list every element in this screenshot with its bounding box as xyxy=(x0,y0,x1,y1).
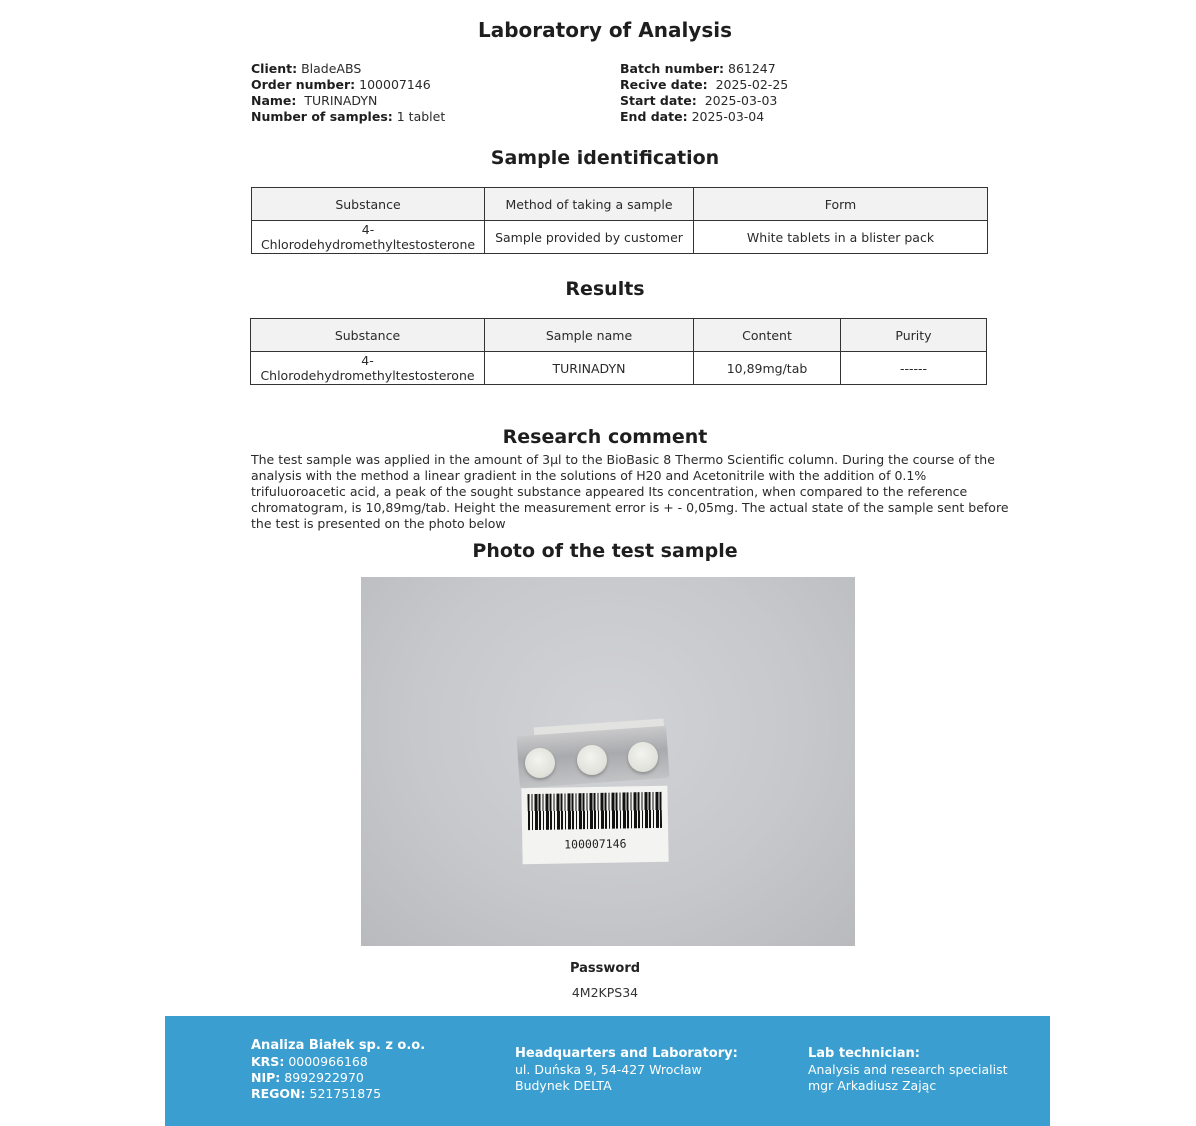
client-row xyxy=(251,61,445,77)
footer-hq-col xyxy=(515,1046,738,1094)
table-header-row xyxy=(251,319,987,352)
name-label: Name: xyxy=(251,93,297,108)
meta-right xyxy=(620,61,788,125)
start-label: Start date: xyxy=(620,93,697,108)
table-cell: Sample provided by customer xyxy=(485,221,694,254)
tablet xyxy=(577,745,607,775)
receive-label: Recive date: xyxy=(620,77,708,92)
results-table xyxy=(250,318,987,385)
results-heading: Results xyxy=(565,278,645,300)
tech-name: mgr Arkadiusz Zając xyxy=(808,1078,937,1093)
tech-heading: Lab technician: xyxy=(808,1046,920,1061)
table-cell: ------ xyxy=(841,352,987,385)
end-value: 2025-03-04 xyxy=(691,109,765,124)
comment-heading: Research comment xyxy=(502,426,708,448)
name-row xyxy=(251,93,445,109)
batch-row xyxy=(620,61,788,77)
nip-label: NIP: xyxy=(251,1070,281,1085)
regon-value: 521751875 xyxy=(309,1086,382,1101)
barcode-label xyxy=(521,786,668,865)
footer xyxy=(165,1016,1050,1126)
footer-company-col xyxy=(251,1038,425,1102)
company-name: Analiza Białek sp. z o.o. xyxy=(251,1038,426,1053)
start-value: 2025-03-03 xyxy=(704,93,778,108)
footer-tech-col xyxy=(808,1046,1008,1094)
samples-label: Number of samples: xyxy=(251,109,393,124)
order-value: 100007146 xyxy=(359,77,431,92)
order-row xyxy=(251,77,445,93)
sample-photo xyxy=(361,577,855,946)
regon-row xyxy=(251,1086,425,1102)
header-cell: Purity xyxy=(841,319,987,352)
order-label: Order number: xyxy=(251,77,356,92)
samples-row xyxy=(251,109,445,125)
receive-row xyxy=(620,77,788,93)
nip-row xyxy=(251,1070,425,1086)
header-cell: Method of taking a sample xyxy=(485,188,694,221)
batch-label: Batch number: xyxy=(620,61,725,76)
table-cell: 4-Chlorodehydromethyltestosterone xyxy=(251,352,485,385)
header-cell: Sample name xyxy=(485,319,694,352)
end-row xyxy=(620,109,788,125)
document-title: Laboratory of Analysis xyxy=(478,18,732,42)
header-cell: Form xyxy=(694,188,988,221)
header-cell: Substance xyxy=(252,188,485,221)
barcode-number: 100007146 xyxy=(564,836,627,852)
end-label: End date: xyxy=(620,109,688,124)
client-value: BladeABS xyxy=(301,61,362,76)
client-label: Client: xyxy=(251,61,298,76)
samples-value: 1 tablet xyxy=(396,109,446,124)
comment-text: The test sample was applied in the amount of 3µl to the BioBasic 8 Thermo Scientific column. During the course of the analysis with the method a linear gradient in the solutions of H20 and Acetonitrile with the addition of 0.1% trifuluoroacetic acid, a peak of the sought substance appeared Its concentration, when compared to the reference chromatogram, is 10,89mg/tab. Height the measurement error is + - 0,05mg. The actual state of the sample sent before the test is presented on the photo below xyxy=(251,452,1009,531)
tablet xyxy=(525,748,555,778)
meta-left xyxy=(251,61,445,125)
barcode-icon xyxy=(527,792,662,830)
table-row xyxy=(251,352,987,385)
identification-heading: Sample identification xyxy=(490,147,720,169)
start-row xyxy=(620,93,788,109)
table-cell: TURINADYN xyxy=(485,352,694,385)
name-value: TURINADYN xyxy=(304,93,378,108)
krs-row xyxy=(251,1054,425,1070)
header-cell: Content xyxy=(694,319,841,352)
password-label: Password xyxy=(569,961,641,976)
hq-building: Budynek DELTA xyxy=(515,1078,612,1093)
identification-table xyxy=(251,187,988,254)
krs-label: KRS: xyxy=(251,1054,285,1069)
receive-value: 2025-02-25 xyxy=(715,77,789,92)
table-cell: White tablets in a blister pack xyxy=(694,221,988,254)
krs-value: 0000966168 xyxy=(288,1054,368,1069)
header-cell: Substance xyxy=(251,319,485,352)
batch-value: 861247 xyxy=(728,61,776,76)
tech-role: Analysis and research specialist xyxy=(808,1062,1008,1077)
table-row xyxy=(252,221,988,254)
hq-heading: Headquarters and Laboratory: xyxy=(515,1046,738,1061)
table-header-row xyxy=(252,188,988,221)
nip-value: 8992922970 xyxy=(284,1070,364,1085)
table-cell: 10,89mg/tab xyxy=(694,352,841,385)
photo-heading: Photo of the test sample xyxy=(472,540,738,562)
table-cell: 4-Chlorodehydromethyltestosterone xyxy=(252,221,485,254)
regon-label: REGON: xyxy=(251,1086,306,1101)
hq-address: ul. Duńska 9, 54-427 Wrocław xyxy=(515,1062,702,1077)
tablet xyxy=(628,742,658,772)
password-value: 4M2KPS34 xyxy=(571,985,639,1000)
